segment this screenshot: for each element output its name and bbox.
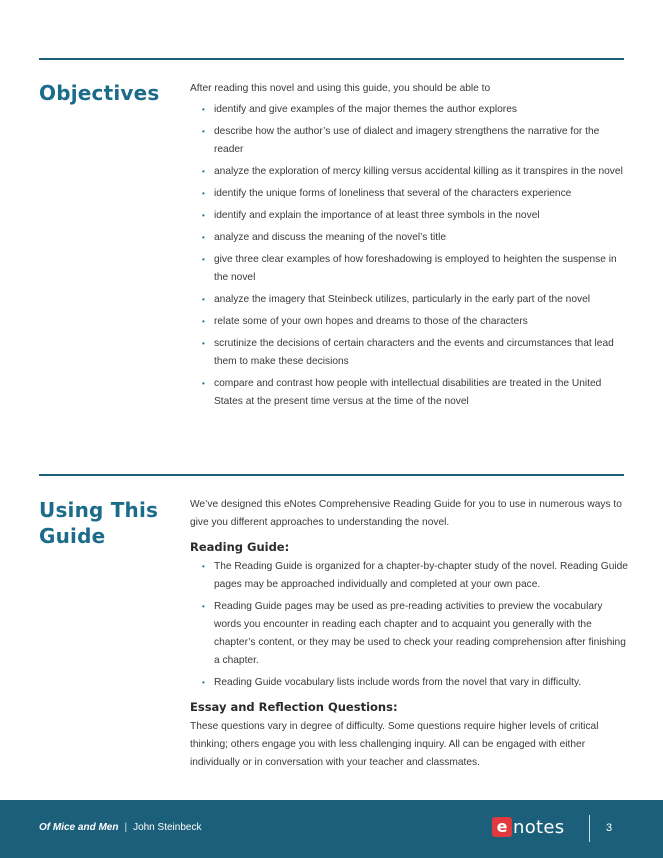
- list-item: • Reading Guide vocabulary lists include words from the novel that vary in difficulty.: [190, 674, 630, 692]
- list-item: • analyze the exploration of mercy killing versus accidental killing as it transpires in the novel: [190, 163, 630, 181]
- logo-wordmark: notes: [513, 816, 565, 838]
- footer-divider: [589, 815, 590, 842]
- using-guide-intro: We’ve designed this eNotes Comprehensive Reading Guide for you to use in numerous ways to give you different approaches to understanding the novel.: [190, 499, 622, 528]
- objectives-heading: Objectives: [39, 81, 160, 105]
- bullet-icon: •: [202, 602, 205, 611]
- list-item: • describe how the author’s use of dialect and imagery strengthens the narrative for the reader: [190, 123, 630, 159]
- bullet-icon: •: [202, 295, 205, 304]
- bullet-icon: •: [202, 379, 205, 388]
- author-name: John Steinbeck: [133, 822, 202, 833]
- objectives-content: [190, 80, 630, 415]
- section-divider: [39, 474, 624, 476]
- bullet-icon: •: [202, 562, 205, 571]
- reading-guide-subheading: Reading Guide:: [190, 540, 290, 554]
- book-title: Of Mice and Men: [39, 822, 119, 833]
- list-item: • identify and explain the importance of at least three symbols in the novel: [190, 207, 630, 225]
- list-item: • analyze the imagery that Steinbeck utilizes, particularly in the early part of the novel: [190, 291, 630, 309]
- list-item: • relate some of your own hopes and dreams to those of the characters: [190, 313, 630, 331]
- bullet-icon: •: [202, 678, 205, 687]
- footer-separator: |: [124, 822, 128, 833]
- logo-e-icon: e: [492, 817, 512, 837]
- objectives-intro: After reading this novel and using this guide, you should be able to: [190, 83, 491, 94]
- bullet-icon: •: [202, 211, 205, 220]
- bullet-icon: •: [202, 189, 205, 198]
- bullet-icon: •: [202, 167, 205, 176]
- bullet-icon: •: [202, 255, 205, 264]
- bullet-icon: •: [202, 127, 205, 136]
- footer-citation: [39, 822, 201, 833]
- objectives-list: [190, 101, 630, 411]
- list-item: • identify the unique forms of loneliness that several of the characters experience: [190, 185, 630, 203]
- bullet-icon: •: [202, 317, 205, 326]
- page-footer: [0, 800, 663, 858]
- reading-guide-list: [190, 558, 630, 692]
- top-divider: [39, 58, 624, 60]
- list-item: • Reading Guide pages may be used as pre-reading activities to preview the vocabulary words you encounter in reading each chapter and to acquaint you generally with the chapter’s content, or they may be used to check your reading comprehension after finishing a chapter.: [190, 598, 630, 670]
- essay-text: These questions vary in degree of difficulty. Some questions require higher levels of critical thinking; others engage you with less challenging inquiry. All can be engaged with either individually or in conversation with your teacher and classmates.: [190, 721, 599, 768]
- list-item: • The Reading Guide is organized for a chapter-by-chapter study of the novel. Reading Guide pages may be approached individually and completed at your own pace.: [190, 558, 630, 594]
- bullet-icon: •: [202, 233, 205, 242]
- essay-subheading: Essay and Reflection Questions:: [190, 700, 398, 714]
- using-guide-content: [190, 496, 630, 772]
- page-number: 3: [606, 822, 613, 834]
- bullet-icon: •: [202, 105, 205, 114]
- list-item: • compare and contrast how people with intellectual disabilities are treated in the United States at the present time versus at the time of the novel: [190, 375, 630, 411]
- bullet-icon: •: [202, 339, 205, 348]
- list-item: • give three clear examples of how foreshadowing is employed to heighten the suspense in the novel: [190, 251, 630, 287]
- using-guide-heading: Using This Guide: [39, 498, 159, 548]
- list-item: • analyze and discuss the meaning of the novel’s title: [190, 229, 630, 247]
- list-item: • scrutinize the decisions of certain characters and the events and circumstances that lead them to make these decisions: [190, 335, 630, 371]
- list-item: • identify and give examples of the major themes the author explores: [190, 101, 630, 119]
- enotes-logo: [492, 816, 564, 838]
